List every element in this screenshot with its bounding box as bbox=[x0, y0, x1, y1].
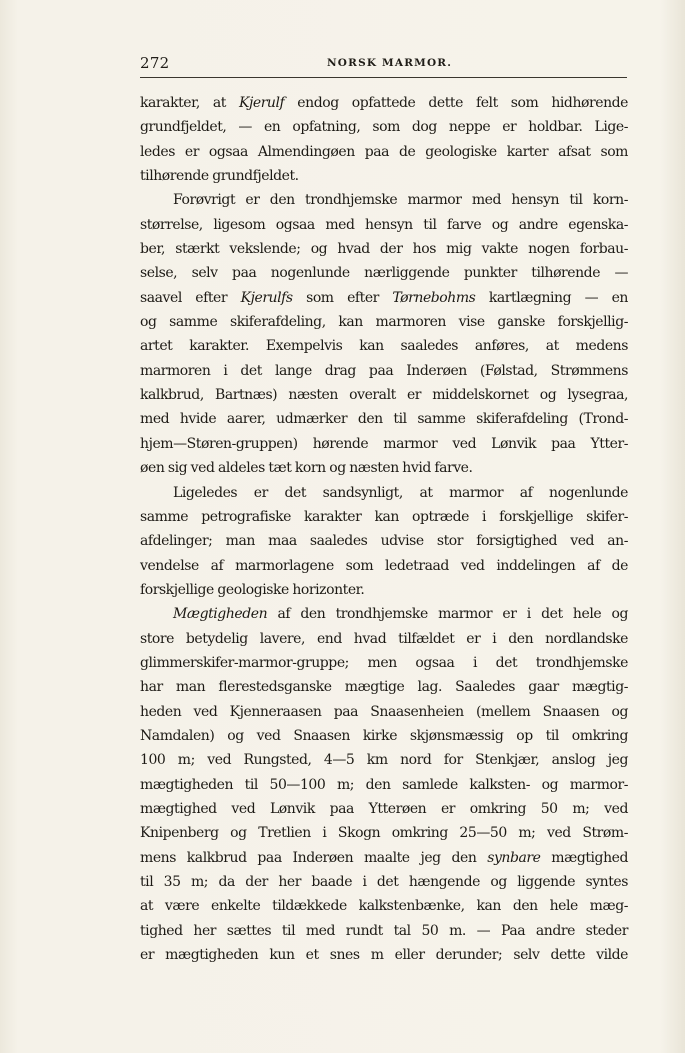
text-segment: kalkbrud, Bartnæs) næsten overalt er middelskornet og lysegraa, bbox=[140, 387, 628, 404]
text-line bbox=[140, 748, 628, 772]
text-line bbox=[140, 894, 628, 918]
text-line bbox=[140, 846, 628, 870]
text-line bbox=[140, 334, 628, 358]
text-line bbox=[140, 675, 628, 699]
text-line bbox=[140, 821, 628, 845]
text-segment: synbare bbox=[487, 849, 541, 866]
text-segment: Namdalen) og ved Snaasen kirke skjønsmæssig op til omkring bbox=[140, 727, 628, 744]
text-segment: artet karakter. Exempelvis kan saaledes anføres, at medens bbox=[140, 338, 628, 355]
text-segment: øen sig ved aldeles tæt korn og næsten hvid farve. bbox=[140, 460, 473, 477]
text-segment: selse, selv paa nogenlunde nærliggende punkter tilhørende — bbox=[140, 265, 628, 282]
text-line bbox=[140, 140, 628, 164]
text-segment: endog opfattede dette felt som hidhørende bbox=[284, 95, 628, 111]
text-line bbox=[140, 213, 628, 237]
text-line bbox=[140, 554, 628, 578]
text-segment: store betydelig lavere, end hvad tilfældet er i den nordlandske bbox=[140, 630, 628, 647]
text-line bbox=[140, 164, 628, 188]
text-line bbox=[140, 529, 628, 553]
text-segment: Forøvrigt er den trondhjemske marmor med hensyn til korn- bbox=[173, 192, 628, 209]
text-segment: kartlægning — en bbox=[475, 289, 628, 306]
text-line bbox=[140, 651, 628, 675]
text-segment: hjem—Støren-gruppen) hørende marmor ved Lønvik paa Ytter- bbox=[140, 435, 628, 452]
text-line bbox=[140, 870, 628, 894]
text-line bbox=[140, 700, 628, 724]
text-segment: til 35 m; da der her baade i det hængende og liggende syntes bbox=[140, 874, 628, 890]
text-segment: Knipenberg og Tretlien i Skogn omkring 25—50 m; ved Strøm- bbox=[140, 825, 628, 842]
text-segment: forskjellige geologiske horizonter. bbox=[140, 581, 365, 598]
text-segment: mægtighed bbox=[540, 849, 628, 866]
text-line bbox=[140, 261, 628, 285]
text-line bbox=[140, 943, 628, 967]
text-segment: af den trondhjemske marmor er i det hele og bbox=[267, 606, 628, 623]
text-line bbox=[140, 383, 628, 407]
page-header bbox=[140, 52, 627, 74]
text-segment: har man flerestedsganske mægtige lag. Saaledes gaar mægtig- bbox=[140, 679, 628, 696]
text-line bbox=[140, 578, 628, 602]
text-line bbox=[140, 919, 628, 943]
text-segment: Ligeledes er det sandsynligt, at marmor af nogenlunde bbox=[173, 484, 628, 501]
text-segment: og samme skiferafdeling, kan marmoren vise ganske forskjellig- bbox=[140, 314, 628, 331]
header-rule bbox=[140, 77, 627, 78]
text-segment: Tørnebohms bbox=[392, 289, 476, 306]
text-segment: afdelinger; man maa saaledes udvise stor forsigtighed ved an- bbox=[140, 533, 628, 550]
text-segment: tilhørende grundfjeldet. bbox=[140, 168, 299, 185]
text-line bbox=[140, 627, 628, 651]
running-title: NORSK MARMOR. bbox=[327, 57, 453, 69]
text-line bbox=[140, 432, 628, 456]
body-text bbox=[140, 91, 628, 967]
text-segment: marmoren i det lange drag paa Inderøen (Følstad, Strømmens bbox=[140, 362, 628, 379]
page-number: 272 bbox=[140, 54, 170, 72]
text-line bbox=[140, 310, 628, 334]
text-segment: karakter, at bbox=[140, 95, 239, 111]
text-segment: glimmerskifer-marmor-gruppe; men ogsaa i det trondhjemske bbox=[140, 654, 628, 671]
text-line bbox=[140, 91, 628, 115]
text-segment: tighed her sættes til med rundt tal 50 m. — Paa andre steder bbox=[140, 922, 628, 939]
text-line bbox=[140, 456, 628, 480]
text-line bbox=[140, 359, 628, 383]
text-segment: 100 m; ved Rungsted, 4—5 km nord for Stenkjær, anslog jeg bbox=[140, 752, 628, 769]
text-line bbox=[140, 286, 628, 310]
text-segment: mægtigheden til 50—100 m; den samlede kalksten- og marmor- bbox=[140, 776, 628, 793]
text-segment: vendelse af marmorlagene som ledetraad ved inddelingen af de bbox=[140, 557, 628, 574]
text-segment: heden ved Kjenneraasen paa Snaasenheien (mellem Snaasen og bbox=[140, 703, 628, 720]
text-line bbox=[140, 407, 628, 431]
text-segment: Mægtigheden bbox=[173, 606, 268, 623]
text-line bbox=[140, 115, 628, 139]
text-segment: mægtighed ved Lønvik paa Ytterøen er omkring 50 m; ved bbox=[140, 800, 628, 817]
text-line bbox=[140, 773, 628, 797]
text-segment: størrelse, ligesom ogsaa med hensyn til farve og andre egenska- bbox=[140, 216, 628, 233]
text-line bbox=[140, 797, 628, 821]
text-segment: Kjerulfs bbox=[240, 289, 293, 306]
text-segment: med hvide aarer, udmærker den til samme skiferafdeling (Trond- bbox=[140, 411, 628, 428]
text-line bbox=[140, 505, 628, 529]
text-line bbox=[140, 188, 628, 212]
text-segment: saavel efter bbox=[140, 289, 241, 306]
text-segment: ber, stærkt vekslende; og hvad der hos mig vakte nogen forbau- bbox=[140, 241, 628, 258]
text-segment: Kjerulf bbox=[238, 95, 285, 111]
text-line bbox=[140, 237, 628, 261]
text-segment: er mægtigheden kun et snes m eller derunder; selv dette vilde bbox=[140, 947, 628, 964]
text-segment: grundfjeldet, — en opfatning, som dog neppe er holdbar. Lige- bbox=[140, 119, 628, 136]
text-line bbox=[140, 602, 628, 626]
text-segment: at være enkelte tildækkede kalkstenbænke, kan den hele mæg- bbox=[140, 898, 628, 915]
text-segment: mens kalkbrud paa Inderøen maalte jeg den bbox=[140, 849, 488, 866]
text-line bbox=[140, 481, 628, 505]
text-line bbox=[140, 724, 628, 748]
text-segment: samme petrografiske karakter kan optræde i forskjellige skifer- bbox=[140, 508, 628, 525]
text-segment: som efter bbox=[292, 289, 393, 306]
text-segment: ledes er ogsaa Almendingøen paa de geologiske karter afsat som bbox=[140, 143, 628, 160]
